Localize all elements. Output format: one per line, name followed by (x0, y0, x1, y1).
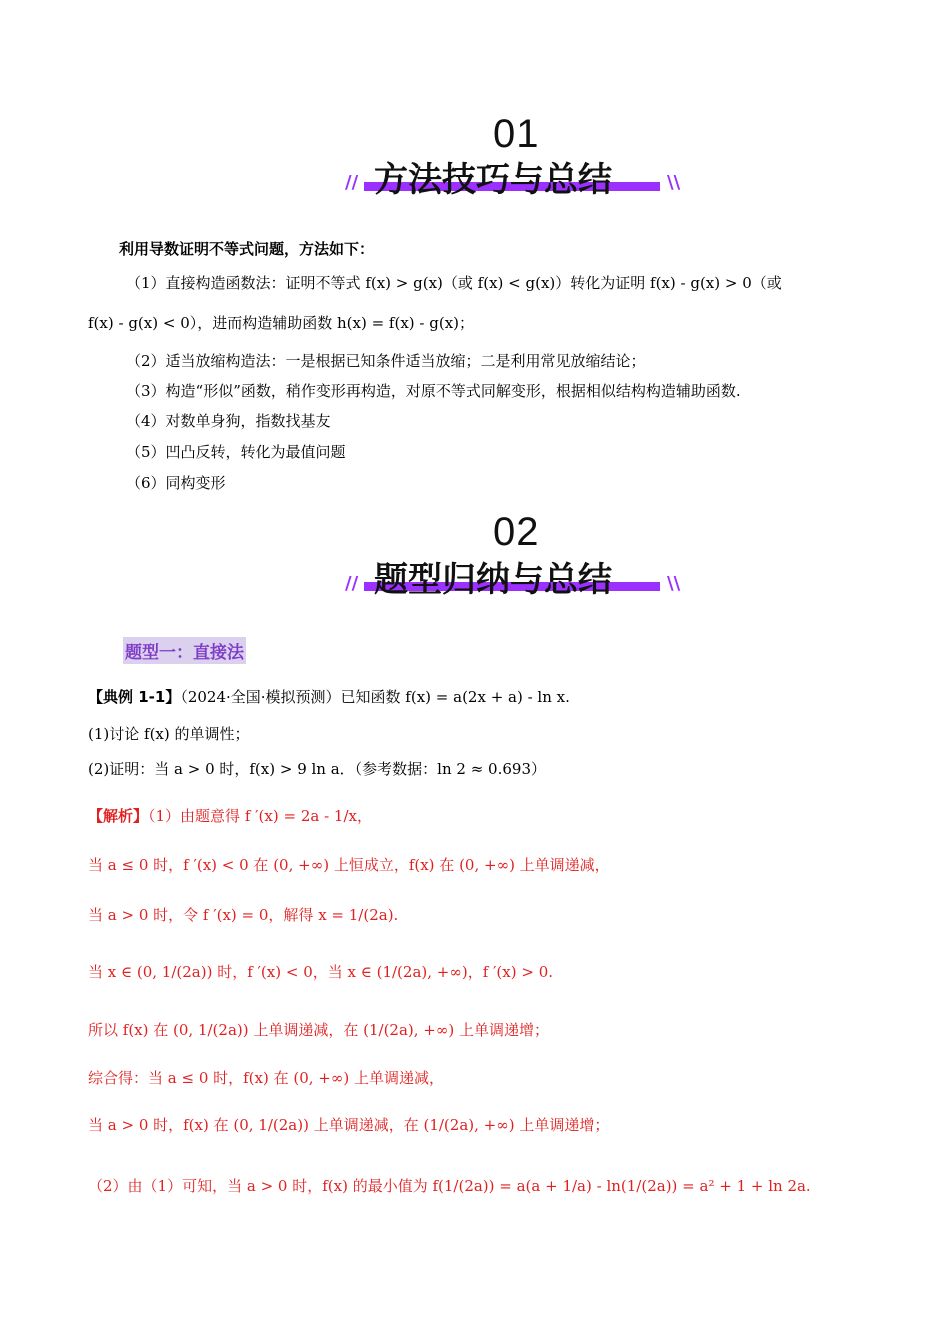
solution-line: 当 a ≤ 0 时，f ′(x) < 0 在 (0, +∞) 上恒成立，f(x) 在 (0, +∞) 上单调递减， (88, 856, 610, 874)
intro-text: 利用导数证明不等式问题，方法如下： (119, 240, 375, 258)
method-item-continued: f(x) - g(x) < 0），进而构造辅助函数 h(x) = f(x) - g(x)； (88, 314, 475, 332)
solution-line: 【解析】（1）由题意得 f ′(x) = 2a - 1/x， (88, 807, 372, 825)
problem-type-heading: 题型一：直接法 (123, 637, 246, 664)
example-tag: 【典例 1-1】 (88, 688, 181, 706)
solution-line: 所以 f(x) 在 (0, 1/(2a)) 上单调递减，在 (1/(2a), +∞) 上单调递增； (88, 1021, 549, 1039)
question-1: (1)讨论 f(x) 的单调性； (88, 725, 250, 743)
solution-line: 当 x ∈ (0, 1/(2a)) 时，f ′(x) < 0，当 x ∈ (1/(2a), +∞)，f ′(x) > 0. (88, 963, 554, 981)
question-2: (2)证明：当 a > 0 时，f(x) > 9 ln a．（参考数据：ln 2 ≈ 0.693） (88, 760, 546, 778)
solution-line: 综合得：当 a ≤ 0 时，f(x) 在 (0, +∞) 上单调递减， (88, 1069, 444, 1087)
solution-line: 当 a > 0 时，令 f ′(x) = 0，解得 x = 1/(2a). (88, 906, 399, 924)
slash-decoration-icon: \\ (667, 573, 681, 594)
slash-decoration-icon: // (345, 172, 359, 193)
method-item: （1）直接构造函数法：证明不等式 f(x) > g(x)（或 f(x) < g(x)）转化为证明 f(x) - g(x) > 0（或 (126, 274, 782, 292)
method-item: （2）适当放缩构造法：一是根据已知条件适当放缩；二是利用常见放缩结论； (126, 352, 646, 370)
slash-decoration-icon: // (345, 573, 359, 594)
example-line (88, 686, 570, 707)
slash-decoration-icon: \\ (667, 172, 681, 193)
section-number: 01 (493, 112, 540, 156)
method-item: （3）构造“形似”函数，稍作变形再构造，对原不等式同解变形，根据相似结构构造辅助函数. (126, 382, 741, 400)
solution-line: （2）由（1）可知，当 a > 0 时，f(x) 的最小值为 f(1/(2a)) = a(a + 1/a) - ln(1/(2a)) = a² + 1 + ln 2a. (88, 1177, 811, 1195)
solution-tag: 【解析】 (88, 807, 149, 825)
section-title: 题型归纳与总结 (374, 560, 612, 600)
solution-line: 当 a > 0 时，f(x) 在 (0, 1/(2a)) 上单调递减，在 (1/(2a), +∞) 上单调递增； (88, 1116, 610, 1134)
method-item: （4）对数单身狗，指数找基友 (126, 412, 331, 430)
method-item: （5）凹凸反转，转化为最值问题 (126, 443, 346, 461)
method-item: （6）同构变形 (126, 474, 226, 492)
section-number: 02 (493, 510, 540, 554)
example-statement: （2024·全国·模拟预测）已知函数 f(x) = a(2x + a) - ln x. (180, 688, 570, 706)
section-title: 方法技巧与总结 (374, 160, 612, 200)
